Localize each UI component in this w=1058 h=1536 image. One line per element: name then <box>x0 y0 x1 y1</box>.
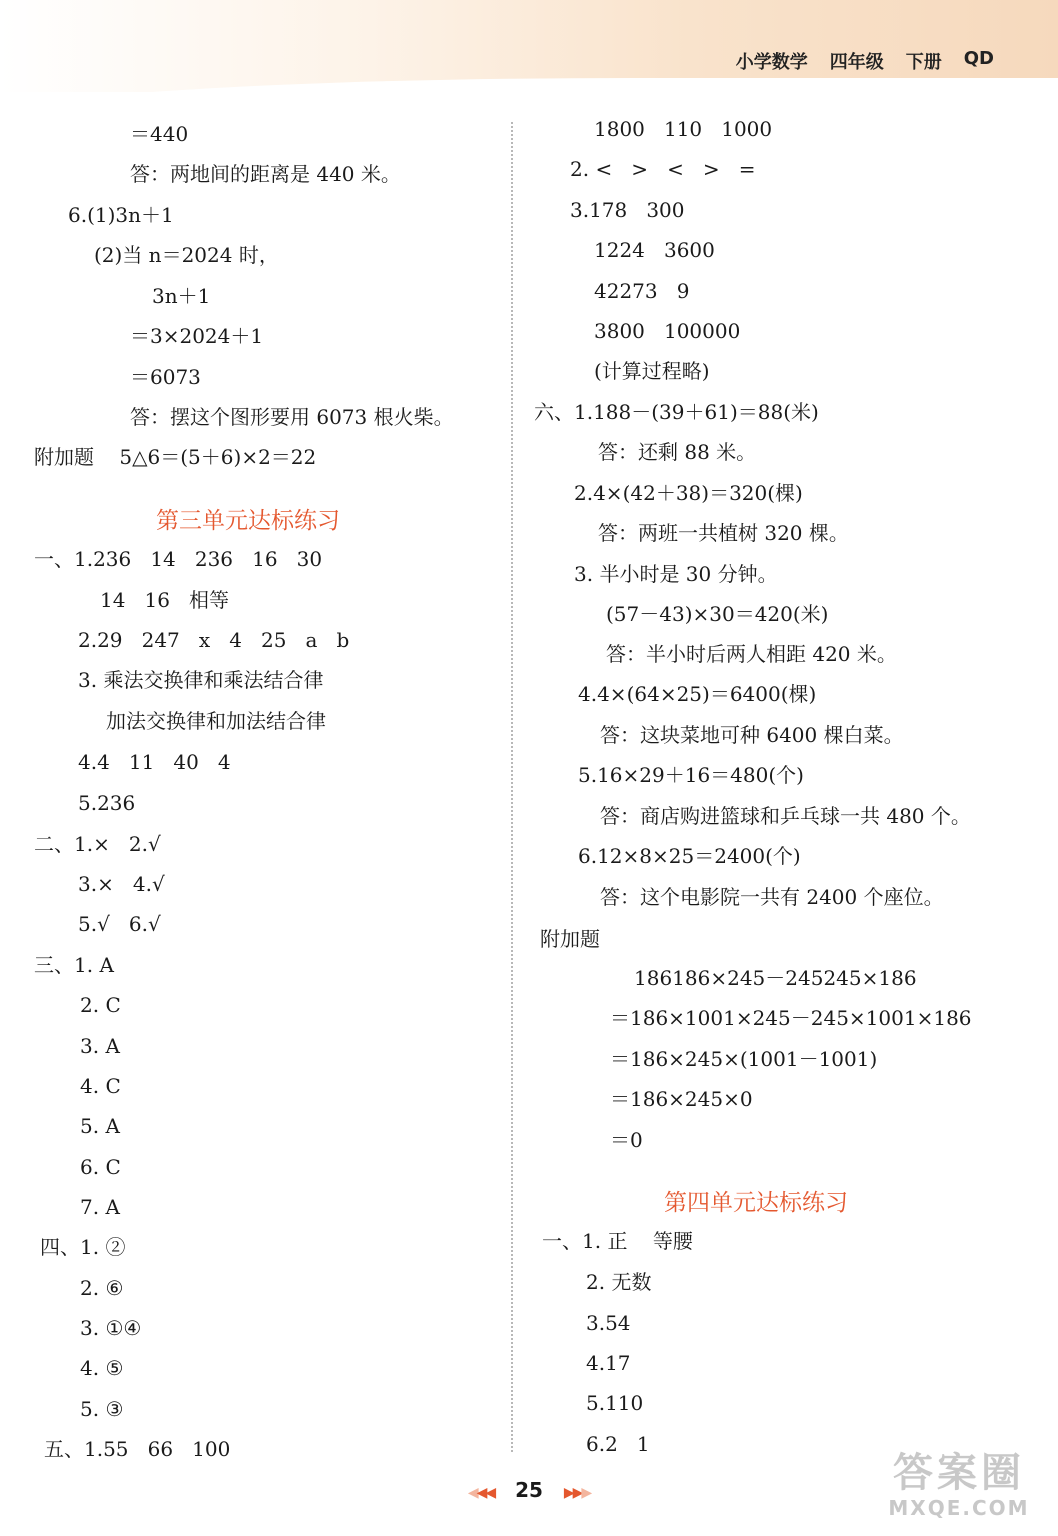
left-line-0: ＝440 <box>130 122 189 146</box>
left-line-23: 5. A <box>80 1114 120 1138</box>
prev-arrows-icon: ◀◀◀ <box>467 1485 495 1501</box>
watermark-logo <box>874 1450 1044 1530</box>
right-line-23: ＝186×245×(1001－1001) <box>610 1047 878 1071</box>
left-line-25: 7. A <box>80 1195 120 1219</box>
left-line-14: 4.4 11 40 4 <box>78 750 231 774</box>
left-line-29: 4. ⑤ <box>80 1356 124 1380</box>
left-line-31: 五、1.55 66 100 <box>44 1437 231 1461</box>
left-line-18: 5.√ 6.√ <box>78 912 161 936</box>
left-line-7: 答：摆这个图形要用 6073 根火柴。 <box>130 405 454 429</box>
unit4-section-title: 第四单元达标练习 <box>664 1190 848 1216</box>
right-line-24: ＝186×245×0 <box>610 1087 753 1111</box>
right-line-29: 4.17 <box>586 1351 631 1375</box>
page-number: 25 <box>515 1478 543 1502</box>
right-line-28: 3.54 <box>586 1311 631 1335</box>
right-line-2: 3.178 300 <box>570 198 685 222</box>
right-line-31: 6.2 1 <box>586 1432 650 1456</box>
right-line-6: (计算过程略) <box>594 359 710 383</box>
header-edition: QD <box>963 48 994 69</box>
right-line-3: 1224 3600 <box>594 238 715 262</box>
header-subject: 小学数学 <box>735 52 808 73</box>
right-line-12: (57－43)×30＝420(米) <box>606 602 829 626</box>
right-line-15: 答：这块菜地可种 6400 棵白菜。 <box>600 723 904 747</box>
right-line-1: 2. < > < > = <box>570 157 756 181</box>
right-line-17: 答：商店购进篮球和乒乓球一共 480 个。 <box>600 804 971 828</box>
left-line-11: 2.29 247 x 4 25 a b <box>78 628 350 652</box>
right-line-10: 答：两班一共植树 320 棵。 <box>598 521 849 545</box>
left-line-6: ＝6073 <box>130 365 201 389</box>
unit3-section-title: 第三单元达标练习 <box>156 508 340 534</box>
right-line-26: 一、1. 正 等腰 <box>542 1229 693 1253</box>
left-line-26: 四、1. ② <box>40 1235 126 1259</box>
left-line-30: 5. ③ <box>80 1397 124 1421</box>
header-info <box>736 48 994 74</box>
left-line-5: ＝3×2024＋1 <box>130 324 264 348</box>
left-line-4: 3n＋1 <box>152 284 211 308</box>
left-line-2: 6.(1)3n＋1 <box>68 203 174 227</box>
left-line-9: 一、1.236 14 236 16 30 <box>34 547 323 571</box>
right-line-20: 附加题 <box>540 927 600 951</box>
left-line-20: 2. C <box>80 993 121 1017</box>
watermark-url: MXQE.COM <box>888 1496 1030 1520</box>
header-grade: 四年级 <box>829 52 884 73</box>
left-line-21: 3. A <box>80 1034 120 1058</box>
right-line-16: 5.16×29＋16＝480(个) <box>578 763 804 787</box>
right-line-11: 3. 半小时是 30 分钟。 <box>574 562 778 586</box>
right-line-0: 1800 110 1000 <box>594 117 773 141</box>
header-volume: 下册 <box>905 52 942 73</box>
column-divider <box>511 122 513 1452</box>
right-line-13: 答：半小时后两人相距 420 米。 <box>606 642 897 666</box>
right-line-7: 六、1.188－(39＋61)＝88(米) <box>534 400 819 424</box>
left-line-24: 6. C <box>80 1155 121 1179</box>
right-line-5: 3800 100000 <box>594 319 741 343</box>
left-line-3: (2)当 n＝2024 时， <box>94 243 279 267</box>
left-line-22: 4. C <box>80 1074 121 1098</box>
right-line-22: ＝186×1001×245－245×1001×186 <box>610 1006 972 1030</box>
left-line-1: 答：两地间的距离是 440 米。 <box>130 162 401 186</box>
right-line-14: 4.4×(64×25)＝6400(棵) <box>578 682 817 706</box>
right-line-4: 42273 9 <box>594 279 690 303</box>
right-line-27: 2. 无数 <box>586 1270 652 1294</box>
next-arrows-icon: ▶▶▶ <box>563 1485 591 1501</box>
right-line-9: 2.4×(42＋38)＝320(棵) <box>574 481 803 505</box>
left-line-8: 附加题 5△6＝(5＋6)×2＝22 <box>34 445 317 469</box>
left-line-17: 3.× 4.√ <box>78 872 165 896</box>
left-line-13: 加法交换律和加法结合律 <box>106 709 326 733</box>
left-line-10: 14 16 相等 <box>100 588 230 612</box>
left-line-19: 三、1. A <box>34 953 114 977</box>
right-line-30: 5.110 <box>586 1391 644 1415</box>
left-line-12: 3. 乘法交换律和乘法结合律 <box>78 668 324 692</box>
watermark-text: 答案圈 <box>893 1450 1025 1496</box>
left-line-28: 3. ①④ <box>80 1316 142 1340</box>
left-line-27: 2. ⑥ <box>80 1276 124 1300</box>
right-line-8: 答：还剩 88 米。 <box>598 440 757 464</box>
left-line-16: 二、1.× 2.√ <box>34 832 161 856</box>
right-line-25: ＝0 <box>610 1128 643 1152</box>
left-line-15: 5.236 <box>78 791 136 815</box>
right-line-18: 6.12×8×25＝2400(个) <box>578 844 801 868</box>
right-line-21: 186186×245－245245×186 <box>634 966 917 990</box>
right-line-19: 答：这个电影院一共有 2400 个座位。 <box>600 885 944 909</box>
